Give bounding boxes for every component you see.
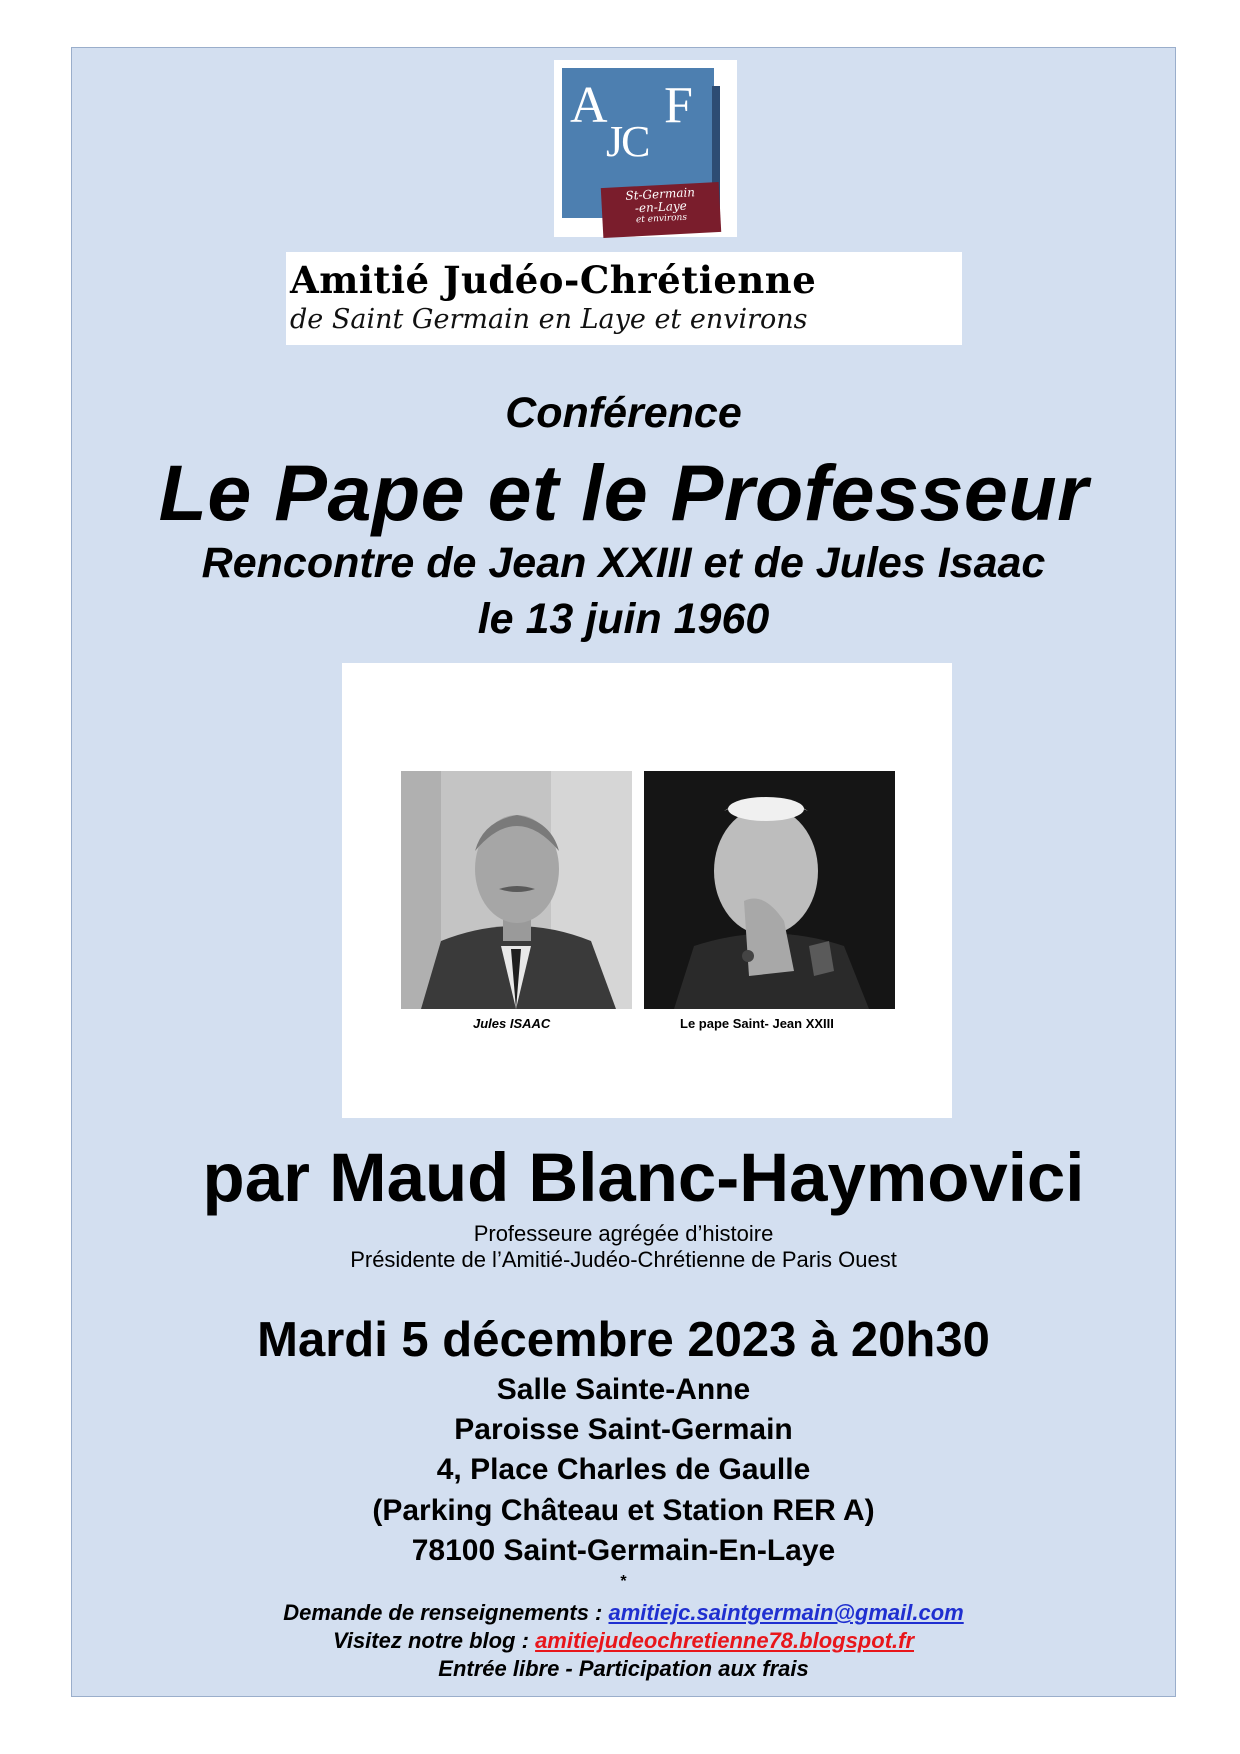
speaker-role-2: Présidente de l’Amitié-Judéo-Chrétienne de Paris Ouest bbox=[350, 1247, 897, 1272]
speaker-role-1: Professeure agrégée d’histoire bbox=[473, 1221, 774, 1246]
contact-email-link[interactable]: amitiejc.saintgermain@gmail.com bbox=[608, 1600, 964, 1625]
address-line: 78100 Saint-Germain-En-Laye bbox=[411, 1534, 836, 1567]
photo-jules-isaac bbox=[401, 771, 632, 1009]
caption-pope: Le pape Saint- Jean XXIII bbox=[680, 1016, 834, 1031]
event-datetime: Mardi 5 décembre 2023 à 20h30 bbox=[257, 1313, 990, 1367]
banner-subtitle: de Saint Germain en Laye et environs bbox=[290, 304, 808, 335]
address-line: (Parking Château et Station RER A) bbox=[372, 1494, 875, 1527]
contact-blog-line bbox=[72, 1628, 1175, 1654]
logo-letters-jc: JC bbox=[606, 117, 649, 166]
logo-location-tag bbox=[601, 182, 721, 238]
logo-tag-line2: -en-Laye bbox=[634, 198, 688, 216]
logo-letter-a: A bbox=[570, 77, 608, 134]
contact-blog-label: Visitez notre blog : bbox=[332, 1628, 536, 1653]
photo-panel bbox=[342, 663, 952, 1118]
event-title: Le Pape et le Professeur bbox=[158, 448, 1089, 537]
logo-tag-line3: et environs bbox=[635, 212, 688, 226]
logo-tag-line1: St-Germain bbox=[625, 185, 696, 203]
caption-jules-isaac: Jules ISAAC bbox=[473, 1016, 551, 1031]
association-banner bbox=[286, 252, 962, 345]
contact-blog-link[interactable]: amitiejudeochretienne78.blogspot.fr bbox=[535, 1628, 915, 1653]
separator-asterisk: * bbox=[620, 1573, 627, 1590]
logo-letter-f: F bbox=[664, 77, 693, 134]
ajcf-logo bbox=[554, 60, 737, 237]
banner-title: Amitié Judéo-Chrétienne bbox=[290, 258, 817, 302]
contact-email-label: Demande de renseignements : bbox=[283, 1600, 609, 1625]
event-subtitle: Rencontre de Jean XXIII et de Jules Isaac bbox=[201, 539, 1046, 587]
address-line: Salle Sainte-Anne bbox=[496, 1373, 751, 1406]
entry-note: Entrée libre - Participation aux frais bbox=[438, 1656, 809, 1681]
poster bbox=[71, 47, 1176, 1697]
historic-date: le 13 juin 1960 bbox=[477, 595, 770, 643]
speaker-name: par Maud Blanc-Haymovici bbox=[202, 1139, 1085, 1216]
event-kind: Conférence bbox=[505, 389, 742, 437]
photo-pope-john-xxiii bbox=[644, 771, 895, 1009]
contact-email-line bbox=[72, 1600, 1175, 1626]
address-line: 4, Place Charles de Gaulle bbox=[436, 1453, 811, 1486]
address-line: Paroisse Saint-Germain bbox=[454, 1413, 793, 1446]
